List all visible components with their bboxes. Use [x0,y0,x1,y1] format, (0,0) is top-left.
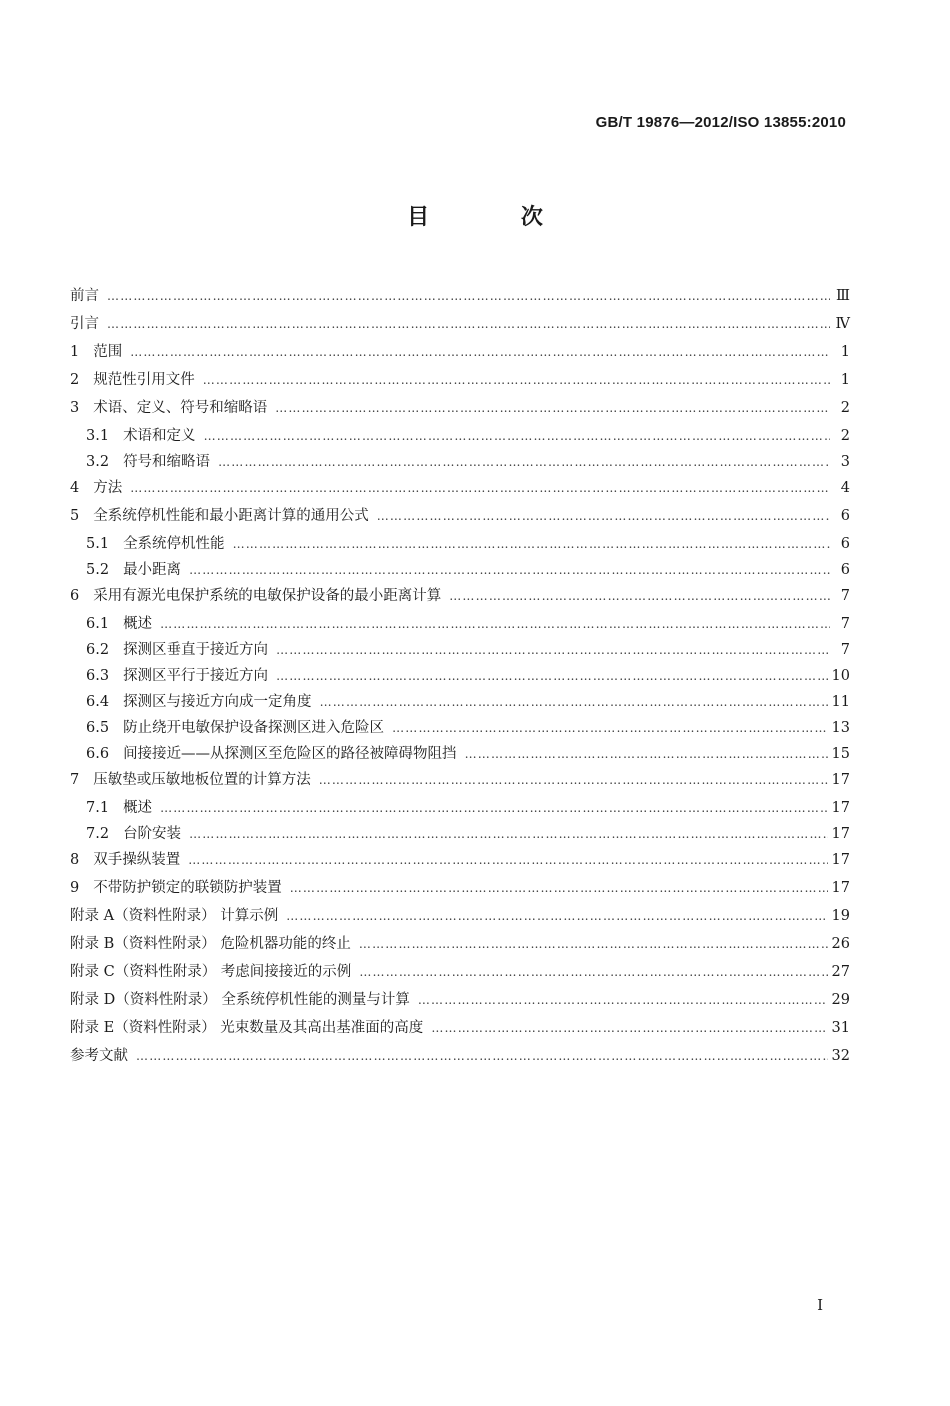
toc-entry[interactable] [70,988,850,1016]
toc-entry-page: 17 [831,880,850,896]
toc-entry-label: 不带防护锁定的联锁防护装置 [93,880,282,896]
toc-entry-label: 规范性引用文件 [93,372,195,388]
dot-leader [359,965,827,979]
toc-entry-number: 9 [70,880,80,896]
toc-entry-number: 5 [70,508,80,524]
toc-entry[interactable] [70,558,850,584]
dot-leader [359,937,828,951]
toc-entry-page: Ⅳ [835,316,850,332]
toc-entry-page: 31 [831,1020,850,1036]
toc-entry-page: 26 [831,936,850,952]
toc-entry-number: 6.3 [86,668,110,684]
toc-entry-number: 6.4 [86,694,110,710]
toc-entry[interactable] [70,876,850,904]
toc-entry-label: 双手操纵装置 [93,852,181,868]
toc-entry-number: 6.1 [86,616,110,632]
toc-entry-page: 17 [831,800,850,816]
dot-leader [431,1021,827,1035]
dot-leader [218,455,830,469]
toc-entry-label: 前言 [70,288,99,304]
dot-leader [276,643,830,657]
toc-entry-label: 台阶安装 [123,826,182,842]
toc-entry-label: 附录 A（资料性附录） 计算示例 [70,908,279,924]
toc-entry-number: 7.2 [86,826,110,842]
toc-entry-page: 15 [831,746,850,762]
toc-entry-label: 最小距离 [123,562,182,578]
toc-entry[interactable] [70,904,850,932]
toc-entry-label: 间接接近——从探测区至危险区的路径被障碍物阻挡 [123,746,457,762]
toc-entry-label: 防止绕开电敏保护设备探测区进入危险区 [123,720,385,736]
toc-entry[interactable] [70,1044,850,1072]
toc-entry[interactable] [70,960,850,988]
dot-leader [276,669,827,683]
toc-entry[interactable] [70,284,850,312]
toc-entry-page: 1 [840,344,850,360]
toc-entry[interactable] [70,368,850,396]
dot-leader [136,1049,828,1063]
dot-leader [418,993,828,1007]
toc-entry-number: 1 [70,344,80,360]
toc-entry-page: 4 [840,480,850,496]
toc-entry[interactable] [70,716,850,742]
toc-entry-page: 6 [840,536,850,552]
dot-leader [392,721,827,735]
toc-entry-number: 6.6 [86,746,110,762]
toc-entry[interactable] [70,638,850,664]
toc-entry[interactable] [70,312,850,340]
toc-entry-label: 全系统停机性能和最小距离计算的通用公式 [93,508,369,524]
toc-entry-label: 符号和缩略语 [123,454,211,470]
toc-entry[interactable] [70,822,850,848]
toc-entry-page: 13 [831,720,850,736]
toc-entry[interactable] [70,450,850,476]
toc-entry-page: 17 [831,826,850,842]
toc-entry-number: 6.5 [86,720,110,736]
toc-entry-page: 11 [831,694,850,710]
dot-leader [130,345,830,359]
toc-entry-label: 全系统停机性能 [123,536,225,552]
toc-entry-label: 术语和定义 [123,428,196,444]
toc-entry-number: 3.1 [86,428,110,444]
toc-entry[interactable] [70,690,850,716]
toc-entry[interactable] [70,340,850,368]
dot-leader [377,509,830,523]
toc-entry-number: 8 [70,852,80,868]
toc-entry[interactable] [70,932,850,960]
dot-leader [290,881,828,895]
toc-entry-label: 附录 B（资料性附录） 危险机器功能的终止 [70,936,351,952]
toc-entry-page: 17 [831,852,850,868]
toc-entry-page: 32 [831,1048,850,1064]
toc-entry-page: 6 [840,508,850,524]
dot-leader [189,563,830,577]
dot-leader [107,289,830,303]
dot-leader [204,429,830,443]
dot-leader [320,695,828,709]
dot-leader [203,373,830,387]
toc-entry-label: 附录 E（资料性附录） 光束数量及其高出基准面的高度 [70,1020,424,1036]
toc-entry-label: 引言 [70,316,99,332]
toc-entry-page: 3 [840,454,850,470]
toc-entry-label: 探测区与接近方向成一定角度 [123,694,312,710]
toc-entry-number: 5.2 [86,562,110,578]
toc-entry[interactable] [70,1016,850,1044]
toc-entry[interactable] [70,584,850,612]
toc-entry-number: 5.1 [86,536,110,552]
toc-entry-label: 采用有源光电保护系统的电敏保护设备的最小距离计算 [93,588,442,604]
toc-entry-page: 17 [831,772,850,788]
toc-entry[interactable] [70,532,850,558]
toc-entry-number: 6.2 [86,642,110,658]
toc-entry-number: 7 [70,772,80,788]
toc-title: 目 次 [407,205,585,230]
toc-entry-label: 探测区垂直于接近方向 [123,642,269,658]
dot-leader [275,401,830,415]
dot-leader [188,853,827,867]
dot-leader [465,747,828,761]
toc-entry-page: Ⅲ [836,288,850,304]
toc-entry[interactable] [70,396,850,424]
toc-entry-label: 附录 D（资料性附录） 全系统停机性能的测量与计算 [70,992,410,1008]
toc-entry-page: 2 [840,428,850,444]
toc-entry-page: 7 [840,642,850,658]
dot-leader [160,801,827,815]
page-folio: Ⅰ [817,1296,823,1314]
dot-leader [130,481,830,495]
toc-entry-page: 7 [840,588,850,604]
toc-entry[interactable] [70,664,850,690]
toc-entry-label: 探测区平行于接近方向 [123,668,269,684]
toc-entry-page: 6 [840,562,850,578]
toc-entry[interactable] [70,768,850,796]
toc-entry[interactable] [70,612,850,638]
toc-entry[interactable] [70,848,850,876]
toc-entry-label: 概述 [123,800,153,816]
toc-entry-page: 10 [831,668,850,684]
toc-entry[interactable] [70,504,850,532]
toc-entry-number: 4 [70,480,80,496]
dot-leader [233,537,830,551]
toc-entry-label: 方法 [93,480,123,496]
toc-entry[interactable] [70,742,850,768]
toc-entry-page: 19 [831,908,850,924]
dot-leader [449,589,830,603]
toc-entry-number: 2 [70,372,80,388]
toc-entry-label: 参考文献 [70,1048,128,1064]
standard-code: GB/T 19876—2012/ISO 13855:2010 [595,114,846,131]
dot-leader [160,617,830,631]
dot-leader [286,909,827,923]
toc-entry-page: 2 [840,400,850,416]
toc-entry-number: 7.1 [86,800,110,816]
toc-entry-page: 1 [840,372,850,388]
toc-entry[interactable] [70,424,850,450]
toc-entry-page: 29 [831,992,850,1008]
toc-entry-label: 范围 [93,344,123,360]
toc-entry-label: 附录 C（资料性附录） 考虑间接接近的示例 [70,964,352,980]
dot-leader [107,317,830,331]
table-of-contents [70,284,850,1072]
toc-entry-number: 6 [70,588,80,604]
toc-entry[interactable] [70,796,850,822]
toc-entry-page: 27 [831,964,850,980]
toc-entry-label: 概述 [123,616,153,632]
toc-entry-label: 术语、定义、符号和缩略语 [93,400,268,416]
toc-entry[interactable] [70,476,850,504]
dot-leader [319,773,828,787]
toc-entry-number: 3 [70,400,80,416]
toc-entry-number: 3.2 [86,454,110,470]
toc-entry-label: 压敏垫或压敏地板位置的计算方法 [93,772,311,788]
dot-leader [189,827,827,841]
toc-entry-page: 7 [840,616,850,632]
